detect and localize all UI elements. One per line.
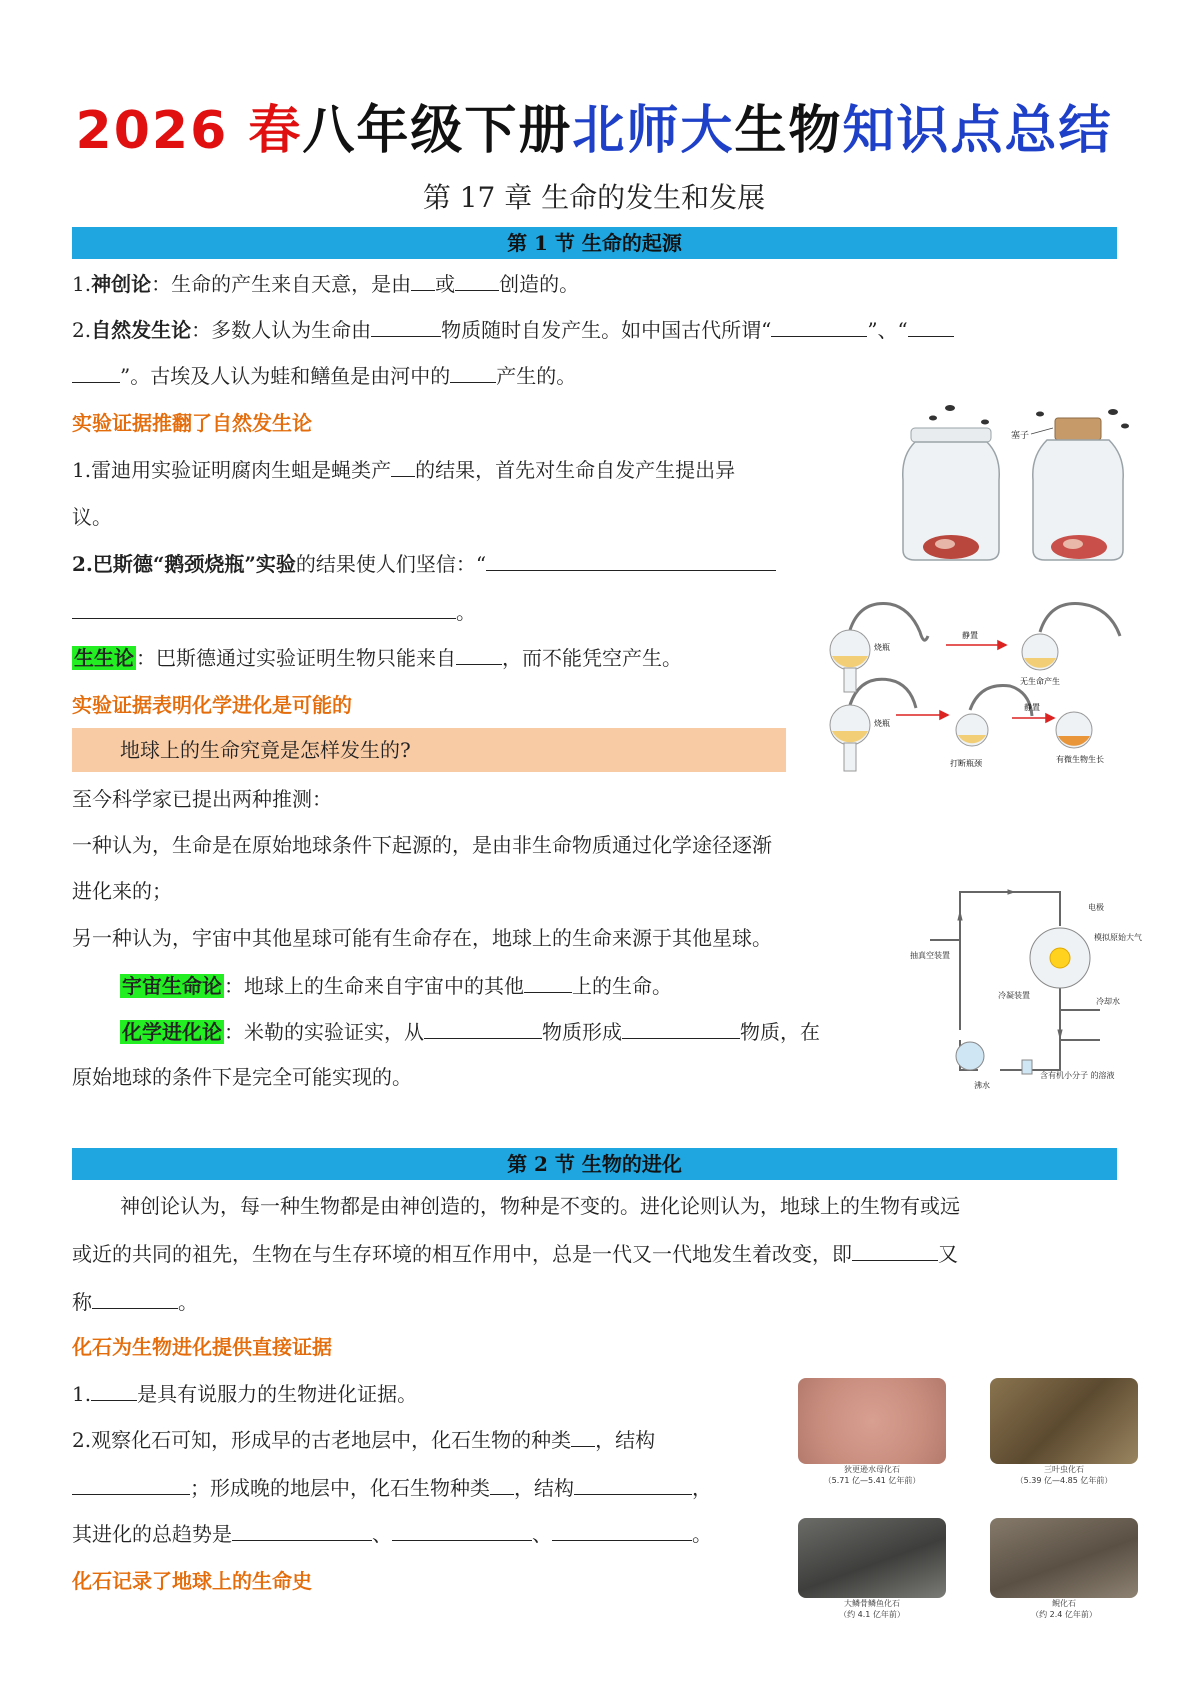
fossil-line-1: [72, 1380, 417, 1407]
item-number: 1.: [72, 272, 92, 296]
egypt-line: [72, 362, 576, 389]
term-biogenesis: 生生论: [74, 646, 134, 670]
stopper-label: 塞子: [1011, 431, 1030, 441]
fossil-card: [798, 1518, 946, 1620]
blank[interactable]: [571, 1426, 595, 1447]
blank[interactable]: [72, 1474, 190, 1495]
fossil-name: 三叶虫化石: [1044, 1465, 1084, 1474]
question-text: 地球上的生命究竟是怎样发生的?: [120, 738, 411, 762]
text: ，而不能凭空产生。: [502, 646, 682, 670]
term-creationism: 神创论: [91, 272, 152, 296]
text: ：地球上的生命来自宇宙中的其他: [224, 974, 524, 998]
cooling-water-label: 冷却水: [1096, 997, 1120, 1006]
fossil-name: 鲵化石: [1052, 1599, 1076, 1608]
blank[interactable]: [91, 1380, 137, 1401]
para-chemical-origin-2: 进化来的；: [72, 879, 172, 903]
fossil-line-4: [72, 1520, 712, 1547]
text: ；形成晚的地层中，化石生物种类: [190, 1476, 490, 1500]
text: ：生命的产生来自天意，是由: [151, 272, 412, 296]
text: 是具有说服力的生物进化证据。: [137, 1382, 418, 1406]
text: ，: [692, 1476, 712, 1500]
flask-3: [830, 705, 890, 771]
blank[interactable]: [552, 1520, 692, 1541]
text: 。: [456, 600, 476, 624]
result-label: 无生命产生: [1020, 677, 1060, 686]
text: 、: [372, 1522, 392, 1546]
text: 、: [532, 1522, 552, 1546]
redi-experiment-figure: [895, 400, 1135, 565]
page-title: [0, 88, 1188, 163]
chemical-evolution-line-2: 原始地球的条件下是完全可能实现的。: [72, 1065, 412, 1089]
text: ：多数人认为生命由: [191, 318, 372, 342]
redi-line: [72, 456, 735, 483]
chemical-evolution-line: [120, 1018, 820, 1045]
electrode-label: 电极: [1088, 903, 1104, 912]
vacuum-label: 抽真空装置: [910, 951, 950, 960]
arrow-label: 静置: [1024, 703, 1040, 712]
miller-experiment-figure: [910, 880, 1150, 1090]
atmosphere-label: 模拟原始大气: [1094, 933, 1142, 942]
text: 物质形成: [542, 1020, 622, 1044]
fossil-card: [990, 1518, 1138, 1620]
fossil-name: 大鳞骨鳞鱼化石: [844, 1599, 900, 1608]
text: 。: [178, 1290, 198, 1314]
pasteur-experiment-figure: [820, 590, 1140, 785]
trilobite-fossil-image: [990, 1378, 1138, 1464]
blank[interactable]: [574, 1474, 692, 1495]
fossil-heading: 化石为生物进化提供直接证据: [72, 1335, 332, 1359]
neck-broken-label: 打断瓶颈: [950, 759, 982, 768]
text: 创造的。: [499, 272, 580, 296]
text: ”、“: [867, 318, 908, 342]
term-cosmic-life: 宇宙生命论: [122, 974, 222, 998]
trap: [1022, 1060, 1032, 1074]
fossil-age: （5.71 亿—5.41 亿年前）: [823, 1476, 921, 1485]
fish-fossil-image: [798, 1518, 946, 1598]
text: 物质随时自发产生。如中国古代所谓“: [441, 318, 772, 342]
blank[interactable]: [92, 1288, 178, 1309]
fossil-age: （约 4.1 亿年前）: [839, 1610, 905, 1619]
term-chemical-evolution: 化学进化论: [122, 1020, 222, 1044]
fossil-line-3: [72, 1474, 712, 1501]
title-part: 总结: [1004, 101, 1113, 161]
title-part: 生物: [734, 101, 843, 161]
blank[interactable]: [455, 270, 499, 291]
text: ：米勒的实验证实，从: [224, 1020, 424, 1044]
blank[interactable]: [424, 1018, 542, 1039]
fossil-card: [990, 1378, 1138, 1486]
section-2-bar: 第 2 节 生物的进化: [72, 1148, 1117, 1180]
flask-2: [1020, 634, 1060, 686]
blank[interactable]: [771, 316, 867, 337]
evolution-para-1: 神创论认为，每一种生物都是由神创造的，物种是不变的。进化论则认为，地球上的生物有或远: [120, 1194, 960, 1218]
blank[interactable]: [72, 598, 456, 619]
flask-1: [830, 630, 890, 692]
blank[interactable]: [391, 456, 415, 477]
text: 上的生命。: [572, 974, 672, 998]
para-hypotheses: 至今科学家已提出两种推测：: [72, 787, 332, 811]
text: 称: [72, 1290, 92, 1314]
spark-icon: [1050, 948, 1070, 968]
chapter-title: 第 17 章 生命的发生和发展: [422, 181, 766, 214]
para-other-planets: 另一种认为，宇宙中其他星球可能有生命存在，地球上的生命来源于其他星球。: [72, 926, 772, 950]
blank[interactable]: [490, 1474, 514, 1495]
fossil-name: 狄更逊水母化石: [844, 1465, 900, 1474]
fossil-age: （5.39 亿—4.85 亿年前）: [1015, 1476, 1113, 1485]
title-part: 八年级下册: [302, 101, 573, 161]
title-part: 北师大: [572, 101, 735, 161]
pasteur-line-2: [72, 598, 476, 625]
blank[interactable]: [908, 316, 954, 337]
title-part: 知识点: [842, 101, 1005, 161]
flask-label: 烧瓶: [874, 643, 890, 652]
question-box: [72, 728, 786, 772]
text: 或近的共同的祖先，生物在与生存环境的相互作用中，总是一代又一代地发生着改变，即: [72, 1242, 852, 1266]
text: 的结果，首先对生命自发产生提出异: [415, 458, 736, 482]
text: 1.: [72, 1382, 92, 1406]
flask-4: [950, 714, 988, 768]
blank[interactable]: [232, 1520, 372, 1541]
redi-line-2: 议。: [72, 505, 112, 529]
pasteur-line: [72, 550, 776, 577]
fossil-age: （约 2.4 亿年前）: [1031, 1610, 1097, 1619]
spontaneous-generation-line: [72, 316, 954, 343]
blank[interactable]: [450, 362, 496, 383]
text: 1.雷迪用实验证明腐肉生蛆是蝇类产: [72, 458, 392, 482]
text: 的结果使人们坚信：“: [295, 552, 487, 576]
creationism-line: [72, 270, 579, 297]
fossil-line-2: [72, 1426, 655, 1453]
blank[interactable]: [852, 1240, 938, 1261]
arrow-label: 静置: [962, 631, 978, 640]
item-number: 2.: [72, 318, 92, 342]
boiling-flask: [956, 1042, 984, 1070]
term-pasteur-experiment: 2.巴斯德“鹅颈烧瓶”实验: [72, 552, 296, 576]
blank[interactable]: [371, 316, 441, 337]
biogenesis-line: [72, 644, 682, 671]
text: 2.观察化石可知，形成早的古老地层中，化石生物的种类: [72, 1428, 572, 1452]
text: ，结构: [514, 1476, 574, 1500]
para-chemical-origin: 一种认为，生命是在原始地球条件下起源的，是由非生命物质通过化学途径逐渐: [72, 833, 772, 857]
cosmic-life-line: [120, 972, 672, 999]
text: ：巴斯德通过实验证明生物只能来自: [136, 646, 456, 670]
section-1-bar: 第 1 节 生命的起源: [72, 227, 1117, 259]
title-part: 2026 春: [75, 101, 303, 161]
text: 又: [938, 1242, 958, 1266]
condenser-label: 冷凝装置: [998, 991, 1030, 1000]
salamander-fossil-image: [990, 1518, 1138, 1598]
text: 。: [692, 1522, 712, 1546]
blank[interactable]: [411, 270, 435, 291]
experiment-heading-2: 实验证据表明化学进化是可能的: [72, 693, 352, 717]
stoppered-jar: [1033, 418, 1123, 560]
term-spontaneous-generation: 自然发生论: [91, 318, 192, 342]
solution-label: 含有机小分子 的溶液: [1040, 1071, 1115, 1080]
text: 其进化的总趋势是: [72, 1522, 232, 1546]
blank[interactable]: [456, 644, 502, 665]
flask-5: [1056, 712, 1104, 764]
boiling-water-label: 沸水: [974, 1081, 990, 1090]
blank[interactable]: [392, 1520, 532, 1541]
open-jar: [903, 428, 1000, 560]
experiment-heading-1: 实验证据推翻了自然发生论: [72, 411, 312, 435]
blank[interactable]: [524, 972, 572, 993]
text: 产生的。: [496, 364, 577, 388]
fossil-card: [798, 1378, 946, 1486]
text: 物质，在: [740, 1020, 820, 1044]
evolution-para-3: [72, 1288, 198, 1315]
text: 或: [435, 272, 456, 296]
flask-label: 烧瓶: [874, 719, 890, 728]
evolution-para-2: [72, 1240, 958, 1267]
text: ，结构: [595, 1428, 656, 1452]
blank[interactable]: [622, 1018, 740, 1039]
text: ”。古埃及人认为蛙和鳝鱼是由河中的: [120, 364, 451, 388]
jellyfish-fossil-image: [798, 1378, 946, 1464]
blank[interactable]: [486, 550, 776, 571]
life-history-heading: 化石记录了地球上的生命史: [72, 1569, 312, 1593]
result-label: 有微生物生长: [1056, 755, 1104, 764]
blank[interactable]: [72, 362, 120, 383]
